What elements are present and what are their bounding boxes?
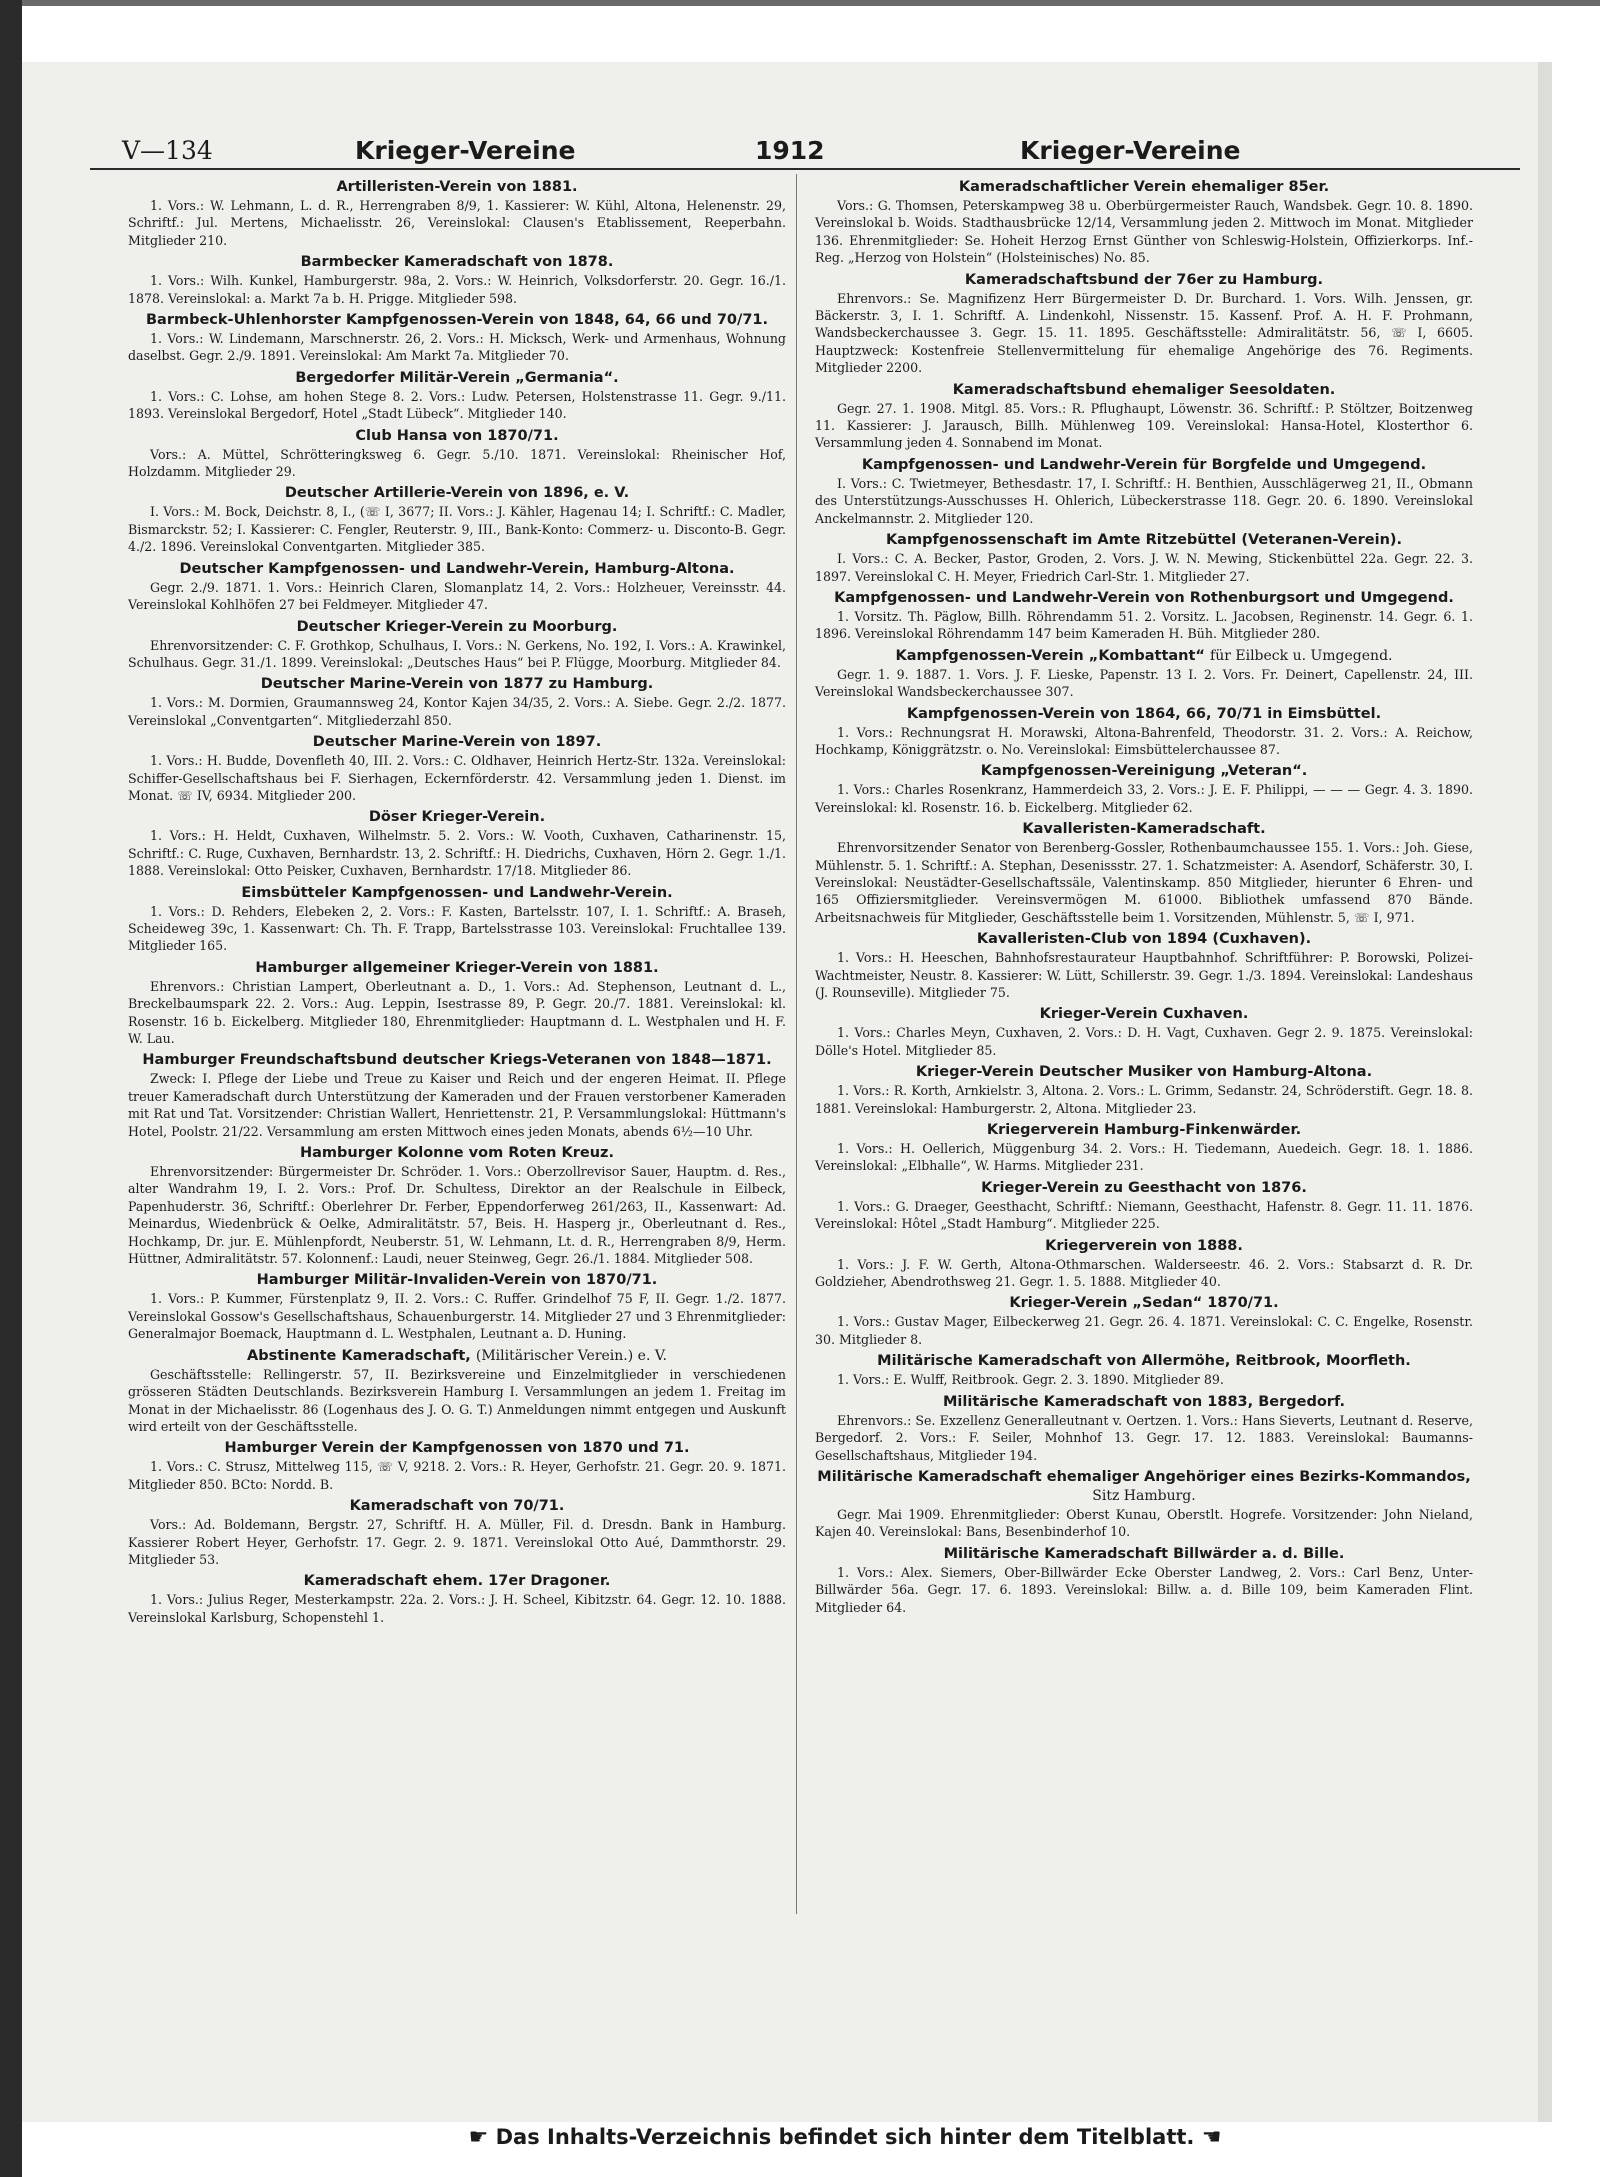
scan-border-left	[0, 0, 22, 2177]
association-name	[128, 1144, 786, 1163]
association-name-text: Deutscher Marine-Verein von 1877 zu Hamburg.	[260, 676, 654, 693]
association-entry	[128, 1572, 786, 1626]
page-sheet-edge	[1538, 62, 1552, 2122]
association-name	[815, 1121, 1473, 1140]
page-number: V—134	[122, 136, 213, 165]
association-entry	[815, 647, 1473, 701]
association-details: 1. Vors.: Alex. Siemers, Ober-Billwärder Ecke Oberster Landweg, 2. Vors.: Carl Benz, Unter-Billwärder 56a. Gegr. 17. 6. 1893. Vereinslokal: Billw. a. d. Bille 109, beim Kameraden Flint. Mitglieder 64.	[815, 1564, 1473, 1615]
association-name	[815, 762, 1473, 781]
association-entry	[128, 369, 786, 423]
association-name	[128, 1439, 786, 1458]
association-name	[815, 1545, 1473, 1564]
association-details: Ehrenvorsitzender: Bürgermeister Dr. Schröder. 1. Vors.: Oberzollrevisor Sauer, Hauptm. d. Res., alter Wandrahm 19, I. 2. Vors.: Prof. Dr. Schultess, Direktor an der Realschule in Eilbeck, Papenhuderstr. 36, Schriftf.: Oberlehrer Dr. Ferber, Eppendorferweg 261/263, II., Kassenwart: Ad. Meinardus, Wiedenbrück & Oelke, Admiralitätstr. 57, Beis. H. Hasperg jr., Oberleutnant d. Res., Hochkamp, Dr. jur. E. Mühlenpfordt, Neuberstr. 51, W. Lehmann, Lt. d. R., Herrengraben 8/9, Herm. Hüttner, Admiralitätstr. 57. Kolonnenf.: Laudi, neuer Steinweg, Gegr. 26./1. 1884. Mitglieder 508.	[128, 1164, 786, 1267]
association-entry	[128, 959, 786, 1048]
association-details: Vors.: Ad. Boldemann, Bergstr. 27, Schriftf. H. A. Müller, Fil. d. Dresdn. Bank in Hamburg. Kassierer Robert Heyer, Gerhofstr. 17. Gegr. 2. 9. 1871. Vereinslokal Otto Aué, Dammthorstr. 29. Mitglieder 53.	[128, 1517, 786, 1567]
association-details: Vors.: G. Thomsen, Peterskampweg 38 u. Oberbürgermeister Rauch, Wandsbek. Gegr. 10. 8. 1890. Vereinslokal b. Woids. Stadthausbrücke 12/14, Versammlung jeden 2. Mittwoch im Monat. Mitglieder 136. Ehrenmitglieder: Se. Hoheit Herzog Ernst Günther von Schleswig-Holstein, Offizierkorps. Inf.-Reg. „Herzog von Holstein“ (Holsteinisches) No. 85.	[815, 198, 1473, 266]
running-header	[90, 128, 1520, 170]
association-name-text: Krieger-Verein „Sedan“ 1870/71.	[1009, 1295, 1279, 1312]
association-name	[815, 178, 1473, 197]
association-name-text: Deutscher Kampfgenossen- und Landwehr-Verein, Hamburg-Altona.	[179, 560, 735, 577]
association-entry	[128, 427, 786, 481]
association-details: I. Vors.: C. Twietmeyer, Bethesdastr. 17, I. Schriftf.: H. Benthien, Ausschlägerweg 21, II., Obmann des Unterstützungs-Ausschusses H. Ohlerich, Lübeckerstrasse 118. Gegr. 20. 6. 1890. Vereinslokal Anckelmannstr. 2. Mitglieder 120.	[815, 475, 1473, 526]
association-name	[128, 675, 786, 694]
association-entry	[815, 1545, 1473, 1616]
association-details: 1. Vors.: C. Lohse, am hohen Stege 8. 2. Vors.: Ludw. Petersen, Holstenstrasse 11. Gegr. 9./11. 1893. Vereinslokal Bergedorf, Hotel „Stadt Lübeck“. Mitglieder 140.	[128, 388, 786, 422]
association-details: 1. Vors.: H. Heldt, Cuxhaven, Wilhelmstr. 5. 2. Vors.: W. Vooth, Cuxhaven, Catharinenstr. 15, Schriftf.: C. Ruge, Cuxhaven, Bernhardstr. 13, 2. Schriftf.: H. Diedrichs, Cuxhaven, Hörn 2. Gegr. 1./1. 1888. Vereinslokal: Otto Peisker, Cuxhaven, Bernhardstr. 17/18. Mitglieder 86.	[128, 828, 786, 879]
association-name	[815, 1352, 1473, 1371]
association-name-text: Hamburger allgemeiner Krieger-Verein von 1881.	[255, 959, 659, 976]
association-details: 1. Vors.: W. Lindemann, Marschnerstr. 26, 2. Vors.: H. Micksch, Werk- und Armenhaus, Wohnung daselbst. Gegr. 2./9. 1891. Vereinslokal: Am Markt 7a. Mitglieder 70.	[128, 331, 786, 364]
association-name-text: Kavalleristen-Club von 1894 (Cuxhaven).	[976, 931, 1312, 948]
association-details: Zweck: I. Pflege der Liebe und Treue zu Kaiser und Reich und der engeren Heimat. II. Pflege treuer Kameradschaft durch Unterstützung der Kameraden und der Frauen verstorbener Kameraden mit Rat und Tat. Vorsitzender: Christian Wallert, Henriettenstr. 21, P. Versammlungslokal: Hüttmann's Hotel, Poolstr. 21/22. Versammlung am ersten Mittwoch eines jeden Monats, abends 6½—10 Uhr.	[128, 1071, 786, 1139]
association-name-text: Kavalleristen-Kameradschaft.	[1022, 821, 1266, 838]
left-column	[128, 178, 786, 1630]
association-name	[128, 1271, 786, 1290]
association-name	[815, 705, 1473, 724]
association-entry	[128, 1051, 786, 1140]
association-details: 1. Vors.: G. Draeger, Geesthacht, Schriftf.: Niemann, Geesthacht, Hafenstr. 8. Gegr. 11. 11. 1876. Vereinslokal: Hôtel „Stadt Hamburg“. Mitglieder 225.	[815, 1198, 1473, 1232]
association-details: 1. Vors.: W. Lehmann, L. d. R., Herrengraben 8/9, 1. Kassierer: W. Kühl, Altona, Helenenstr. 29, Schriftf.: Jul. Mertens, Michaelisstr. 26, Vereinslokal: Clausen's Etablissement, Reeperbahn. Mitglieder 210.	[128, 198, 786, 248]
association-details: 1. Vors.: R. Korth, Arnkielstr. 3, Altona. 2. Vors.: L. Grimm, Sedanstr. 24, Schröderstift. Gegr. 18. 8. 1881. Vereinslokal: Hamburgerstr. 2, Altona. Mitglieder 23.	[815, 1083, 1473, 1116]
association-name-text: Abstinente Kameradschaft,	[247, 1347, 471, 1364]
footer-text: Das Inhalts-Verzeichnis befindet sich hinter dem Titelblatt.	[495, 2125, 1195, 2149]
association-details: 1. Vorsitz. Th. Päglow, Billh. Röhrendamm 51. 2. Vorsitz. L. Jacobsen, Reginenstr. 14. Gegr. 6. 1. 1896. Vereinslokal Röhrendamm 147 beim Kameraden H. Büh. Mitglieder 280.	[815, 608, 1473, 642]
association-name	[128, 884, 786, 903]
association-name-text: Artilleristen-Verein von 1881.	[336, 179, 578, 195]
association-name	[128, 560, 786, 579]
association-name-text: Kampfgenossenschaft im Amte Ritzebüttel (Veteranen-Verein).	[885, 532, 1403, 549]
header-year: 1912	[755, 136, 825, 165]
association-entry	[128, 808, 786, 879]
association-entry	[128, 253, 786, 307]
association-name-suffix: für Eilbeck u. Umgegend.	[1210, 647, 1393, 664]
association-details: 1. Vors.: Gustav Mager, Eilbeckerweg 21. Gegr. 26. 4. 1871. Vereinslokal: C. C. Engelke, Rosenstr. 30. Mitglieder 8.	[815, 1314, 1473, 1347]
association-entry	[815, 1121, 1473, 1175]
association-entry	[128, 1271, 786, 1342]
association-name	[815, 1468, 1473, 1506]
association-entry	[815, 705, 1473, 759]
association-name-text: Krieger-Verein Deutscher Musiker von Hamburg-Altona.	[915, 1064, 1373, 1081]
association-name	[128, 253, 786, 272]
association-name-text: Kampfgenossen- und Landwehr-Verein von Rothenburgsort und Umgegend.	[834, 589, 1454, 606]
association-details: 1. Vors.: Charles Meyn, Cuxhaven, 2. Vors.: D. H. Vagt, Cuxhaven. Gegr 2. 9. 1875. Vereinslokal: Dölle's Hotel. Mitglieder 85.	[815, 1025, 1473, 1058]
association-entry	[815, 1294, 1473, 1348]
association-details: 1. Vors.: Charles Rosenkranz, Hammerdeich 33, 2. Vors.: J. E. F. Philippi, — — — Gegr. 4. 3. 1890. Vereinslokal: kl. Rosenstr. 16. b. Eickelberg. Mitglieder 62.	[815, 782, 1473, 815]
association-details: Vors.: A. Müttel, Schrötteringksweg 6. Gegr. 5./10. 1871. Vereinslokal: Rheinischer Hof, Holzdamm. Mitglieder 29.	[128, 446, 786, 480]
association-name-text: Militärische Kameradschaft ehemaliger Angehöriger eines Bezirks-Kommandos,	[817, 1468, 1471, 1485]
association-name-text: Hamburger Kolonne vom Roten Kreuz.	[299, 1145, 615, 1162]
association-name-text: Hamburger Freundschaftsbund deutscher Kriegs-Veteranen von 1848—1871.	[142, 1052, 772, 1069]
column-divider	[796, 174, 797, 1914]
association-name	[128, 1572, 786, 1591]
association-name	[815, 647, 1473, 666]
association-entry	[128, 1347, 786, 1436]
association-name-text: Kameradschaft von 70/71.	[349, 1498, 565, 1515]
scan-border-top	[0, 0, 1600, 6]
association-entry	[815, 1179, 1473, 1233]
association-details: Ehrenvors.: Se. Magnifizenz Herr Bürgermeister D. Dr. Burchard. 1. Vors. Wilh. Jenssen, gr. Bäckerstr. 3, I. 1. Schriftf. A. Lindenkohl, Nissenstr. 15. Kassenf. Prof. A. H. F. Prohmann, Wandsbeckerchaussee 3. Gegr. 15. 11. 1895. Geschäftsstelle: Admiralitätstr. 56, ☏ I, 6605. Hauptzweck: Kostenfreie Stellenvermittelung für ehemalige Angehörige des 76. Regiments. Mitglieder 2200.	[815, 290, 1473, 376]
association-details: Ehrenvorsitzender: C. F. Grothkop, Schulhaus, I. Vors.: N. Gerkens, No. 192, I. Vors.: A. Krawinkel, Schulhaus. Gegr. 31./1. 1899. Vereinslokal: „Deutsches Haus“ bei P. Flügge, Moorburg. Mitglieder 84.	[128, 637, 786, 670]
directory-page	[90, 128, 1520, 2150]
association-name	[815, 589, 1473, 608]
association-name	[128, 484, 786, 503]
association-name-text: Kampfgenossen- und Landwehr-Verein für Borgfelde und Umgegend.	[861, 456, 1427, 473]
association-name	[128, 733, 786, 752]
association-details: 1. Vors.: Wilh. Kunkel, Hamburgerstr. 98a, 2. Vors.: W. Heinrich, Volksdorferstr. 20. Gegr. 16./1. 1878. Vereinslokal: a. Markt 7a b. H. Prigge. Mitglieder 598.	[128, 273, 786, 306]
association-details: 1. Vors.: H. Budde, Dovenfleth 40, III. 2. Vors.: C. Oldhaver, Heinrich Hertz-Str. 132a. Vereinslokal: Schiffer-Gesellschaftshaus bei F. Sierhagen, Eckernförderstr. 42. Versammlung jeden 1. Dienst. im Monat. ☏ IV, 6934. Mitglieder 200.	[128, 753, 786, 803]
association-name-text: Barmbecker Kameradschaft von 1878.	[300, 254, 614, 271]
association-entry	[128, 1439, 786, 1493]
association-name-text: Deutscher Artillerie-Verein von 1896, e. V.	[284, 485, 630, 502]
association-name-text: Hamburger Militär-Invaliden-Verein von 1870/71.	[256, 1272, 658, 1289]
association-details: 1. Vors.: M. Dormien, Graumannsweg 24, Kontor Kajen 34/35, 2. Vors.: A. Siebe. Gegr. 2./2. 1877. Vereinslokal „Conventgarten“. Mitgliederzahl 850.	[128, 695, 786, 728]
association-entry	[128, 311, 786, 365]
association-name-text: Deutscher Marine-Verein von 1897.	[312, 734, 602, 751]
association-entry	[815, 930, 1473, 1001]
association-details: 1. Vors.: J. F. W. Gerth, Altona-Othmarschen. Walderseestr. 46. 2. Vors.: Stabsarzt d. R. Dr. Goldzieher, Abendrothsweg 21. Gegr. 1. 5. 1888. Mitglieder 40.	[815, 1256, 1473, 1290]
association-name	[815, 1179, 1473, 1198]
association-name	[128, 1347, 786, 1366]
association-details: 1. Vors.: P. Kummer, Fürstenplatz 9, II. 2. Vors.: C. Ruffer. Grindelhof 75 F, II. Gegr. 1./2. 1877. Vereinslokal Gossow's Gesellschaftshaus, Schauenburgerstr. 14. Mitglieder 27 und 3 Ehrenmitglieder: Generalmajor Boemack, Hauptmann d. L. Westphalen, Leutnant a. D. Huning.	[128, 1291, 786, 1342]
association-name	[128, 618, 786, 637]
association-name	[815, 1237, 1473, 1256]
association-entry	[128, 618, 786, 672]
association-name-text: Militärische Kameradschaft von 1883, Bergedorf.	[943, 1393, 1345, 1410]
association-entry	[128, 733, 786, 804]
association-details: Gegr. 27. 1. 1908. Mitgl. 85. Vors.: R. Pflughaupt, Löwenstr. 36. Schriftf.: P. Stöltzer, Boitzenweg 11. Kassierer: J. Jarausch, Billh. Mühlenweg 109. Vereinslokal: Hansa-Hotel, Klosterthor 6. Versammlung jeden 4. Sonnabend im Monat.	[815, 400, 1473, 451]
association-name-text: Barmbeck-Uhlenhorster Kampfgenossen-Verein von 1848, 64, 66 und 70/71.	[146, 312, 768, 329]
association-name-text: Kampfgenossen-Verein „Kombattant“	[895, 647, 1205, 664]
association-details: 1. Vors.: H. Oellerich, Müggenburg 34. 2. Vors.: H. Tiedemann, Auedeich. Gegr. 18. 1. 1886. Vereinslokal: „Elbhalle“, W. Harms. Mitglieder 231.	[815, 1141, 1473, 1174]
association-name	[815, 1005, 1473, 1024]
association-entry	[815, 271, 1473, 377]
association-name	[128, 1051, 786, 1070]
association-entry	[815, 1237, 1473, 1291]
association-details: 1. Vors.: Julius Reger, Mesterkampstr. 22a. 2. Vors.: J. H. Scheel, Kibitzstr. 64. Gegr. 12. 10. 1888. Vereinslokal Karlsburg, Schopenstehl 1.	[128, 1592, 786, 1625]
association-name	[128, 369, 786, 388]
association-details: Gegr. 1. 9. 1887. 1. Vors. J. F. Lieske, Papenstr. 13 I. 2. Vors. Fr. Deinert, Capellenstr. 24, III. Vereinslokal Wandsbeckerchaussee 307.	[815, 666, 1473, 700]
right-column	[815, 178, 1473, 1620]
association-name	[815, 1063, 1473, 1082]
association-entry	[815, 589, 1473, 643]
association-details: 1. Vors.: H. Heeschen, Bahnhofsrestaurateur Hauptbahnhof. Schriftführer: P. Borowski, Polizei-Wachtmeister, Neustr. 8. Kassierer: W. Lütt, Schillerstr. 39. Gegr. 1./3. 1894. Vereinslokal: Landeshaus (J. Rounseville). Mitglieder 75.	[815, 950, 1473, 1000]
association-name-text: Bergedorfer Militär-Verein „Germania“.	[295, 369, 619, 386]
association-name	[128, 959, 786, 978]
association-name-text: Krieger-Verein Cuxhaven.	[1039, 1006, 1249, 1023]
association-name-text: Kameradschaftlicher Verein ehemaliger 85er.	[958, 179, 1330, 195]
association-entry	[815, 381, 1473, 452]
association-name-text: Hamburger Verein der Kampfgenossen von 1870 und 71.	[224, 1440, 690, 1457]
association-entry	[815, 1005, 1473, 1059]
pointing-hand-left-icon: ☛	[468, 2125, 489, 2150]
association-name	[128, 427, 786, 446]
association-entry	[815, 1063, 1473, 1117]
association-name-text: Eimsbütteler Kampfgenossen- und Landwehr-Verein.	[241, 884, 673, 901]
association-name	[815, 381, 1473, 400]
association-name	[128, 1497, 786, 1516]
association-name	[128, 808, 786, 827]
association-name-text: Deutscher Krieger-Verein zu Moorburg.	[296, 618, 618, 635]
association-entry	[815, 531, 1473, 585]
association-entry	[128, 1497, 786, 1568]
association-name	[128, 311, 786, 330]
header-left-title: Krieger-Vereine	[355, 136, 576, 165]
association-entry	[815, 762, 1473, 816]
association-entry	[815, 1393, 1473, 1464]
association-name-text: Krieger-Verein zu Geesthacht von 1876.	[981, 1179, 1307, 1196]
association-name	[815, 271, 1473, 290]
association-details: Ehrenvors.: Se. Exzellenz Generalleutnant v. Oertzen. 1. Vors.: Hans Sieverts, Leutnant d. Reserve, Bergedorf. 2. Vors.: F. Seiler, Mohnhof 13. Gegr. 17. 12. 1883. Vereinslokal: Baumanns-Gesellschaftshaus, Mitglieder 194.	[815, 1412, 1473, 1463]
association-entry	[128, 1144, 786, 1267]
association-details: I. Vors.: M. Bock, Deichstr. 8, I., (☏ I, 3677; II. Vors.: J. Kähler, Hagenau 14; I. Schriftf.: C. Madler, Bismarckstr. 52; I. Kassierer: C. Fengler, Reuterstr. 9, III., Bank-Konto: Commerz- u. Disconto-B. Gegr. 4./2. 1896. Vereinslokal Conventgarten. Mitglieder 385.	[128, 504, 786, 555]
association-entry	[128, 560, 786, 614]
association-name-text: Militärische Kameradschaft Billwärder a. d. Bille.	[943, 1545, 1345, 1562]
association-entry	[815, 820, 1473, 926]
association-name-suffix: Sitz Hamburg.	[1092, 1487, 1196, 1504]
association-name-text: Kameradschaftsbund der 76er zu Hamburg.	[964, 271, 1324, 288]
association-entry	[815, 178, 1473, 267]
header-right-title: Krieger-Vereine	[1020, 136, 1241, 165]
association-name-text: Militärische Kameradschaft von Allermöhe, Reitbrook, Moorfleth.	[877, 1353, 1411, 1370]
association-details: 1. Vors.: C. Strusz, Mittelweg 115, ☏ V, 9218. 2. Vors.: R. Heyer, Gerhofstr. 21. Gegr. 20. 9. 1871. Mitglieder 850. BCto: Nordd. B.	[128, 1459, 786, 1492]
association-name	[815, 531, 1473, 550]
association-name-text: Kriegerverein von 1888.	[1045, 1237, 1243, 1254]
association-name	[815, 930, 1473, 949]
association-details: I. Vors.: C. A. Becker, Pastor, Groden, 2. Vors. J. W. N. Mewing, Stickenbüttel 22a. Gegr. 22. 3. 1897. Vereinslokal C. H. Meyer, Friedrich Carl-Str. 1. Mitglieder 27.	[815, 551, 1473, 584]
association-entry	[128, 675, 786, 729]
association-name-text: Kampfgenossen-Verein von 1864, 66, 70/71 in Eimsbüttel.	[906, 705, 1382, 722]
association-name	[815, 1393, 1473, 1412]
association-details: Ehrenvorsitzender Senator von Berenberg-Gossler, Rothenbaumchaussee 155. 1. Vors.: Joh. Giese, Mühlenstr. 5. 1. Schriftf.: A. Stephan, Desenissstr. 27. 1. Schatzmeister: A. Asendorf, Schäferstr. 30, I. Vereinslokal: Neustädter-Gesellschaftssäle, Valentinskamp. 850 Mitglieder, hierunter 6 Ehren- und 165 Offiziersmitglieder. Vereinsvermögen M. 61000. Bibliothek umfassend 870 Bände. Arbeitsnachweis für Mitglieder, Geschäftsstelle beim 1. Vorsitzenden, Mühlenstr. 5, ☏ I, 971.	[815, 840, 1473, 925]
association-details: Ehrenvors.: Christian Lampert, Oberleutnant a. D., 1. Vors.: Ad. Stephenson, Leutnant d. L., Breckelbaumspark 22. 2. Vors.: Aug. Leppin, Isestrasse 89, P. Gegr. 20./7. 1881. Vereinslokal: kl. Rosenstr. 16 b. Eickelberg. Mitglieder 180, Ehrenmitglieder: Hauptmann d. L. Westphalen und H. F. W. Lau.	[128, 978, 786, 1046]
association-entry	[128, 884, 786, 955]
association-name	[815, 820, 1473, 839]
association-name-text: Kameradschaft ehem. 17er Dragoner.	[303, 1573, 611, 1590]
association-name-suffix: (Militärischer Verein.) e. V.	[475, 1347, 667, 1364]
footer-notice	[445, 2125, 1245, 2150]
association-name-text: Kameradschaftsbund ehemaliger Seesoldaten.	[952, 381, 1336, 398]
association-details: 1. Vors.: D. Rehders, Elebeken 2, 2. Vors.: F. Kasten, Bartelsstr. 107, I. 1. Schriftf.: A. Braseh, Scheideweg 39c, 1. Kassenwart: Ch. Th. F. Trapp, Bartelsstrasse 103. Vereinslokal: Fruchtallee 139. Mitglieder 165.	[128, 903, 786, 954]
association-details: Gegr. Mai 1909. Ehrenmitglieder: Oberst Kunau, Oberstlt. Hogrefe. Vorsitzender: John Nieland, Kajen 40. Vereinslokal: Bans, Besenbinderhof 10.	[815, 1506, 1473, 1540]
association-name-text: Döser Krieger-Verein.	[368, 809, 546, 826]
pointing-hand-right-icon: ☚	[1201, 2125, 1222, 2150]
association-name	[815, 1294, 1473, 1313]
association-name-text: Kampfgenossen-Vereinigung „Veteran“.	[980, 763, 1308, 780]
association-name	[128, 178, 786, 197]
association-entry	[128, 178, 786, 249]
association-entry	[815, 1352, 1473, 1388]
association-name-text: Club Hansa von 1870/71.	[355, 427, 559, 444]
association-details: 1. Vors.: E. Wulff, Reitbrook. Gegr. 2. 3. 1890. Mitglieder 89.	[837, 1372, 1224, 1388]
association-details: Gegr. 2./9. 1871. 1. Vors.: Heinrich Claren, Slomanplatz 14, 2. Vors.: Holzheuer, Vereinsstr. 44. Vereinslokal Kohlhöfen 27 bei Feldmeyer. Mitglieder 47.	[128, 579, 786, 613]
association-name	[815, 456, 1473, 475]
association-entry	[128, 484, 786, 555]
association-name-text: Kriegerverein Hamburg-Finkenwärder.	[986, 1122, 1302, 1139]
association-entry	[815, 1468, 1473, 1541]
association-entry	[815, 456, 1473, 527]
association-details: Geschäftsstelle: Rellingerstr. 57, II. Bezirksvereine und Einzelmitglieder in verschiedenen grösseren Städten Deutschlands. Bezirksverein Hamburg I. Versammlungen an jedem 1. Freitag im Monat in der Michaelisstr. 86 (Logenhaus des J. O. G. T.) Anmeldungen nimmt entgegen und Auskunft wird erteilt von der Geschäftsstelle.	[128, 1366, 786, 1434]
association-details: 1. Vors.: Rechnungsrat H. Morawski, Altona-Bahrenfeld, Theodorstr. 31. 2. Vors.: A. Reichow, Hochkamp, Königgrätzstr. o. No. Vereinslokal: Eimsbüttelerchaussee 87.	[815, 724, 1473, 757]
